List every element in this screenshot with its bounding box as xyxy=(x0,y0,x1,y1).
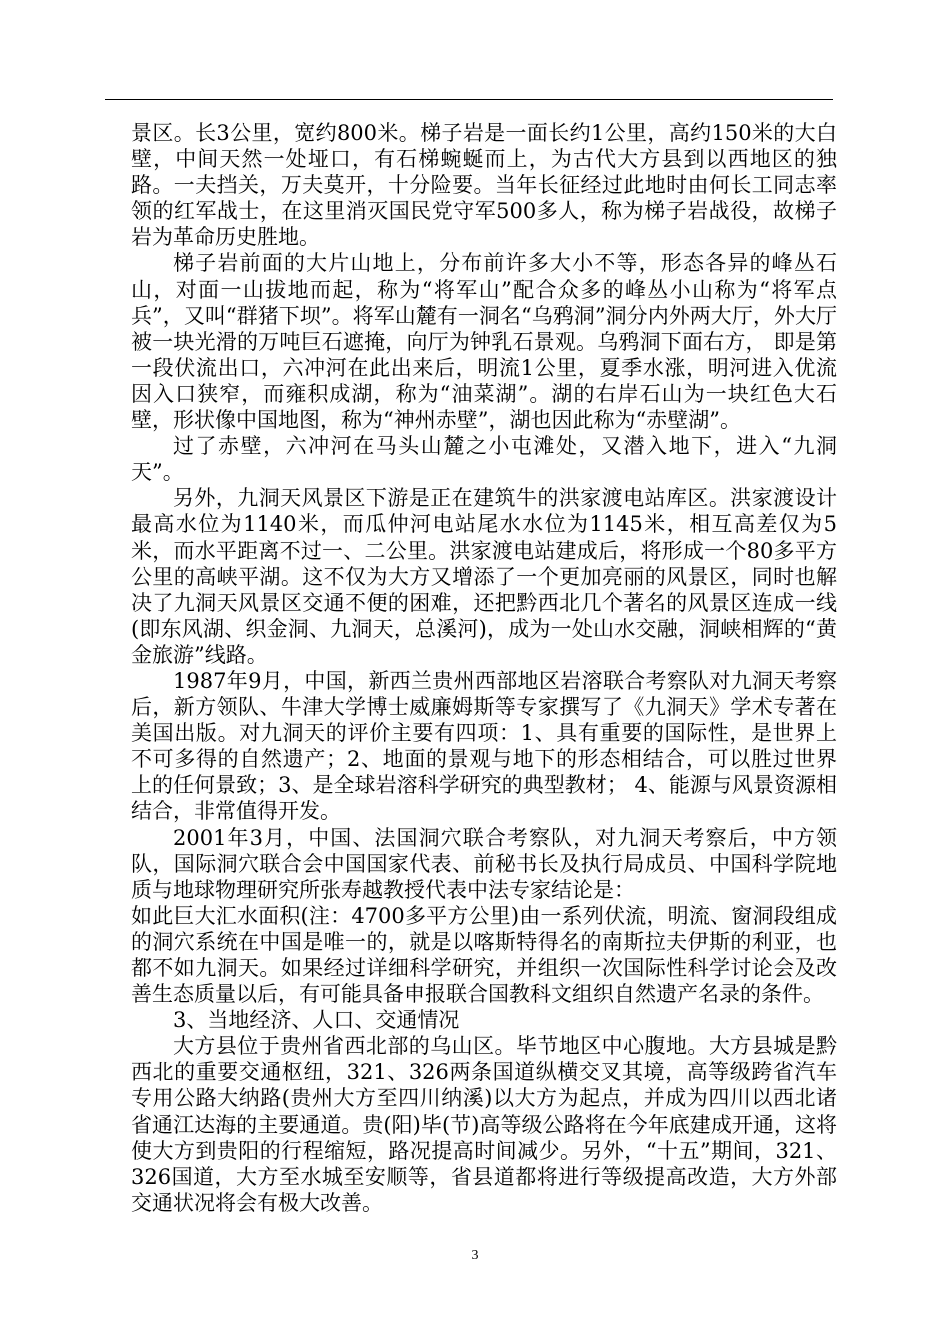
paragraph-hongjiadu: 另外，九洞天风景区下游是正在建筑牛的洪家渡电站库区。洪家渡设计最高水位为1140米，而瓜仲河电站尾水水位为1145米，相互高差仅为5米，而水平距离不过一、二公里。洪家渡电站建成后，将形成一个80多平方公里的高峡平湖。这不仅为大方又增添了一个更加亮丽的风景区，同时也解决了九洞天风景区交通不便的困难，还把黔西北几个著名的风景区连成一线(即东风湖、织金洞、九洞天，总溪河)，成为一处山水交融，洞峡相辉的“黄金旅游”线路。 xyxy=(131,486,837,667)
header-rule xyxy=(105,99,833,100)
paragraph-ladder-rock: 景区。长3公里，宽约800米。梯子岩是一面长约1公里，高约150米的大白壁，中间天然一处垭口，有石梯蜿蜒而上，为古代大方县到以西地区的独路。一夫挡关，万夫莫开，十分险要。当年长征经过此地时由何长工同志率领的红军战士，在这里消灭国民党守军500多人，称为梯子岩战役，故梯子岩为革命历史胜地。 xyxy=(131,121,837,250)
page-number: 3 xyxy=(471,1248,479,1263)
section-heading: 3、当地经济、人口、交通情况 xyxy=(173,1008,460,1033)
paragraph-red-cliff: 过了赤壁，六冲河在马头山麓之小屯滩处，又潜入地下，进入“九洞天”。 xyxy=(131,434,837,485)
paragraph-dafang-county: 大方县位于贵州省西北部的乌山区。毕节地区中心腹地。大方县城是黔西北的重要交通枢纽，321、326两条国道纵横交叉其境，高等级跨省汽车专用公路大纳路(贵州大方至四川纳溪)以大方为起点，并成为四川以西北诸省通江达海的主要通道。贵(阳)毕(节)高等级公路将在今年底建成开通，这将使大方到贵阳的行程缩短，路况提高时间减少。另外，“十五”期间，321、326国道，大方至水城至安顺等，省县道都将进行等级提高改造，大方外部交通状况将会有极大改善。 xyxy=(131,1034,837,1215)
paragraph-1987-survey: 1987年9月，中国，新西兰贵州西部地区岩溶联合考察队对九洞天考察后，新方领队、牛津大学博士威廉姆斯等专家撰写了《九洞天》学术专著在美国出版。对九洞天的评价主要有四项：1、具有重要的国际性，是世界上不可多得的自然遗产；2、地面的景观与地下的形态相结合，可以胜过世界上的任何景致；3、是全球岩溶科学研究的典型教材； 4、能源与风景资源相结合，非常值得开发。 xyxy=(131,668,837,824)
paragraph-2001-survey: 2001年3月，中国、法国洞穴联合考察队，对九洞天考察后，中方领队，国际洞穴联合会中国国家代表、前秘书长及执行局成员、中国科学院地质与地球物理研究所张寿越教授代表中法专家结论是： xyxy=(131,825,837,902)
paragraph-general-mountain: 梯子岩前面的大片山地上，分布前许多大小不等，形态各异的峰丛石山，对面一山拔地而起，称为“将军山”配合众多的峰丛小山称为“将军点兵”，又叫“群猪下坝”。将军山麓有一洞名“乌鸦洞”洞分内外两大厅，外大厅被一块光滑的万吨巨石遮掩，向厅为钟乳石景观。乌鸦洞下面右方， 即是第一段伏流出口，六冲河在此出来后，明流1公里，夏季水涨，明河进入优流因入口狭窄，而雍积成湖，称为“油菜湖”。湖的右岸石山为一块红色大石壁，形状像中国地图，称为“神州赤壁”，湖也因此称为“赤壁湖”。 xyxy=(131,251,837,433)
paragraph-conclusion: 如此巨大汇水面积(注：4700多平方公里)由一系列伏流，明流、窗洞段组成的洞穴系统在中国是唯一的，就是以喀斯特得名的南斯拉夫伊斯的利亚，也都不如九洞天。如果经过详细科学研究，并组织一次国际性科学讨论会及改善生态质量以后，有可能具备申报联合国教科文组织自然遗产名录的条件。 xyxy=(131,903,837,1007)
body-text xyxy=(131,120,837,1216)
